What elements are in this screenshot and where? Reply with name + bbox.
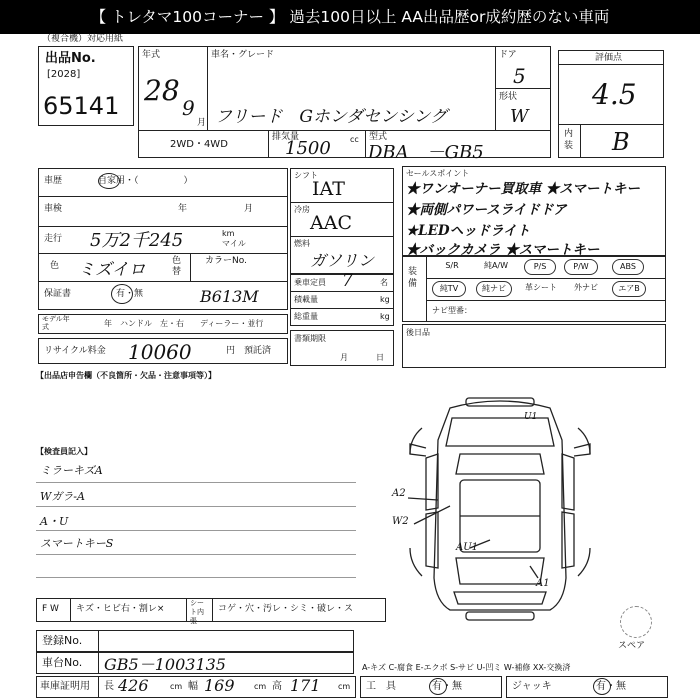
handle-options: ハンドル 左・右 bbox=[120, 319, 184, 328]
lot-label: 出品No. bbox=[45, 51, 96, 66]
warranty-options: 有・無 bbox=[116, 289, 144, 299]
model-value: フリード Gホンダセンシング bbox=[215, 107, 448, 127]
dealer-options: ディーラー・並行 bbox=[200, 319, 264, 328]
weight-unit: kg bbox=[380, 312, 390, 321]
cert-width-label: 幅 bbox=[188, 681, 198, 692]
sales-point-1: ★ワンオーナー買取車 ★スマートキー bbox=[406, 181, 640, 197]
year-month-value: 9 bbox=[182, 96, 195, 120]
registration-row bbox=[36, 630, 354, 652]
inspection-month: 月 bbox=[244, 204, 254, 214]
sheet-note: （複合機）対応用紙 bbox=[42, 34, 124, 44]
sales-point-4: ★バックカメラ ★スマートキー bbox=[406, 242, 600, 258]
damage-mark-u1: U1 bbox=[524, 412, 538, 422]
year-month-suffix: 月 bbox=[197, 118, 207, 128]
inspector-note-4: スマートキーS bbox=[40, 537, 114, 550]
capacity-unit: 名 bbox=[380, 278, 388, 287]
car-damage-diagram bbox=[380, 388, 620, 628]
cert-width: 169 bbox=[204, 676, 235, 695]
tools-label: 工 具 bbox=[366, 681, 396, 692]
damage-mark-a1: A1 bbox=[536, 578, 550, 589]
displacement-unit: cc bbox=[350, 135, 359, 144]
equip-power-window: P/W bbox=[564, 259, 598, 275]
displacement-label: 排気量 bbox=[272, 132, 300, 142]
model-year-label: モデル年式 bbox=[42, 315, 70, 331]
warranty-circle bbox=[111, 284, 133, 304]
recycle-unit: 円 bbox=[226, 346, 236, 356]
chassis-label: 車台No. bbox=[42, 656, 83, 669]
mileage-label: 走行 bbox=[44, 234, 63, 244]
damage-mark-w2: W2 bbox=[392, 516, 409, 527]
year-value: 28 bbox=[144, 74, 180, 107]
warranty-code: B613M bbox=[200, 287, 259, 306]
equip-airbag: エアB bbox=[612, 281, 646, 297]
weight-label: 総重量 bbox=[294, 312, 318, 321]
sales-point-3: ★LEDヘッドライト bbox=[406, 223, 531, 239]
equip-alloy-wheel: 純A/W bbox=[483, 261, 509, 270]
cert-length: 426 bbox=[118, 676, 149, 695]
jack-circle bbox=[593, 678, 611, 695]
jack-options: 有・無 bbox=[596, 681, 626, 692]
capacity-value: 7 bbox=[342, 271, 353, 291]
shape-label: 形状 bbox=[499, 92, 518, 102]
tools-options: 有・無 bbox=[432, 681, 462, 692]
inspector-label: 【検査員記入】 bbox=[36, 447, 92, 456]
navi-model-label: ナビ型番： bbox=[432, 306, 472, 315]
mileage-unit-km: km bbox=[222, 229, 235, 238]
inspector-note-3: A・U bbox=[40, 515, 69, 528]
type-value: DBA －GB5 bbox=[368, 142, 484, 163]
doc-period-label: 書類期限 bbox=[294, 334, 326, 343]
lot-box bbox=[38, 46, 134, 126]
fuel-label: 燃料 bbox=[294, 239, 310, 248]
warranty-label: 保証書 bbox=[44, 289, 72, 299]
mileage-value: 5万2千245 bbox=[90, 230, 184, 251]
chassis-value: GB5－1003135 bbox=[104, 655, 226, 674]
cert-unit-1: cm bbox=[170, 682, 183, 691]
equip-abs: ABS bbox=[612, 259, 644, 275]
doors-label: ドア bbox=[499, 50, 517, 60]
doc-period-month: 月 bbox=[340, 353, 348, 362]
color-code-label: カラーNo. bbox=[205, 256, 247, 266]
score-value: 4.5 bbox=[592, 78, 637, 111]
seat-label: シート内張 bbox=[190, 599, 204, 625]
drive-label: 2WD・4WD bbox=[170, 139, 228, 150]
damage-legend: A-キズ C-腐食 E-エクボ S-サビ U-凹ミ W-補修 XX-交換済 bbox=[362, 663, 571, 672]
cert-height-label: 高 bbox=[272, 681, 282, 692]
jack-label: ジャッキ bbox=[512, 681, 552, 692]
spare-label: スペア bbox=[618, 641, 646, 651]
ac-value: AAC bbox=[310, 212, 352, 234]
interior-label: 内装 bbox=[564, 129, 574, 151]
model-year-year: 年 bbox=[104, 319, 112, 328]
spare-tire-icon bbox=[620, 606, 652, 638]
cert-height: 171 bbox=[290, 676, 321, 695]
fw-label: F W bbox=[42, 604, 59, 614]
recycle-value: 10060 bbox=[128, 340, 192, 364]
recycle-note: 預託済 bbox=[244, 346, 272, 356]
seller-note-label: 【出品店申告欄（不良箇所・欠品・注意事項等）】 bbox=[36, 371, 216, 380]
equip-sunroof: S/R bbox=[445, 261, 459, 270]
history-label: 車歴 bbox=[44, 176, 63, 186]
garage-cert-label: 車庫証明用 bbox=[40, 681, 90, 692]
mileage-unit-mile: マイル bbox=[222, 239, 246, 248]
ac-label: 冷房 bbox=[294, 205, 310, 214]
sales-points-label: セールスポイント bbox=[406, 169, 470, 178]
color-value: ミズイロ bbox=[78, 260, 146, 280]
type-label: 型式 bbox=[369, 132, 388, 142]
inspection-label: 車検 bbox=[44, 204, 63, 214]
inspector-note-2: Wガラ-A bbox=[40, 490, 85, 503]
recycle-label: リサイクル料金 bbox=[44, 346, 106, 356]
displacement-value: 1500 bbox=[285, 138, 331, 159]
color-change-label: 色替 bbox=[172, 256, 182, 277]
later-items-label: 後日品 bbox=[406, 328, 430, 337]
cert-length-prefix: 長 bbox=[104, 681, 114, 692]
fuel-value: ガソリン bbox=[310, 251, 375, 270]
year-label: 年式 bbox=[142, 50, 161, 60]
equip-tv: 純TV bbox=[432, 281, 466, 297]
color-label: 色 bbox=[50, 261, 60, 271]
history-circle bbox=[98, 173, 120, 189]
equip-leather-seat: 革シート bbox=[525, 283, 557, 292]
shape-value: W bbox=[510, 106, 529, 127]
damage-mark-a2: A2 bbox=[392, 488, 406, 499]
interior-value: B bbox=[612, 128, 630, 156]
equip-navi: 純ナビ bbox=[476, 281, 512, 297]
equipment-label: 装備 bbox=[408, 267, 418, 289]
seat-options: コゲ・穴・汚レ・シミ・破レ・ス bbox=[218, 604, 354, 614]
damage-mark-au1: AU1 bbox=[456, 542, 479, 553]
later-items-box bbox=[402, 324, 666, 368]
shift-label: シフト bbox=[294, 171, 318, 180]
cert-unit-3: cm bbox=[338, 682, 351, 691]
sales-point-2: ★両側パワースライドドア bbox=[406, 202, 567, 218]
doors-value: 5 bbox=[513, 64, 526, 88]
inspector-note-1: ミラーキズA bbox=[40, 464, 103, 477]
load-label: 積載量 bbox=[294, 295, 318, 304]
inspection-year: 年 bbox=[178, 204, 188, 214]
registration-label: 登録No. bbox=[42, 634, 83, 647]
doc-period-day: 日 bbox=[376, 353, 384, 362]
model-label: 車名・グレード bbox=[211, 50, 275, 60]
history-options: 自家用・（ ） bbox=[98, 176, 193, 186]
shift-value: IAT bbox=[312, 178, 345, 200]
tools-circle bbox=[429, 678, 447, 695]
load-unit: kg bbox=[380, 295, 390, 304]
banner-title: 【 トレタマ100コーナー 】 過去100日以上 AA出品歴or成約歴のない車両 bbox=[0, 0, 700, 34]
lot-small-number: [2028] bbox=[47, 69, 81, 80]
equip-aftermarket-navi: 外ナビ bbox=[574, 283, 598, 292]
equip-power-steering: P/S bbox=[524, 259, 556, 275]
fw-options: キズ・ヒビ右・割レ× bbox=[76, 604, 165, 614]
lot-number: 65141 bbox=[43, 92, 120, 120]
score-label: 評価点 bbox=[595, 53, 623, 63]
cert-unit-2: cm bbox=[254, 682, 267, 691]
capacity-label: 乗車定員 bbox=[294, 278, 326, 287]
